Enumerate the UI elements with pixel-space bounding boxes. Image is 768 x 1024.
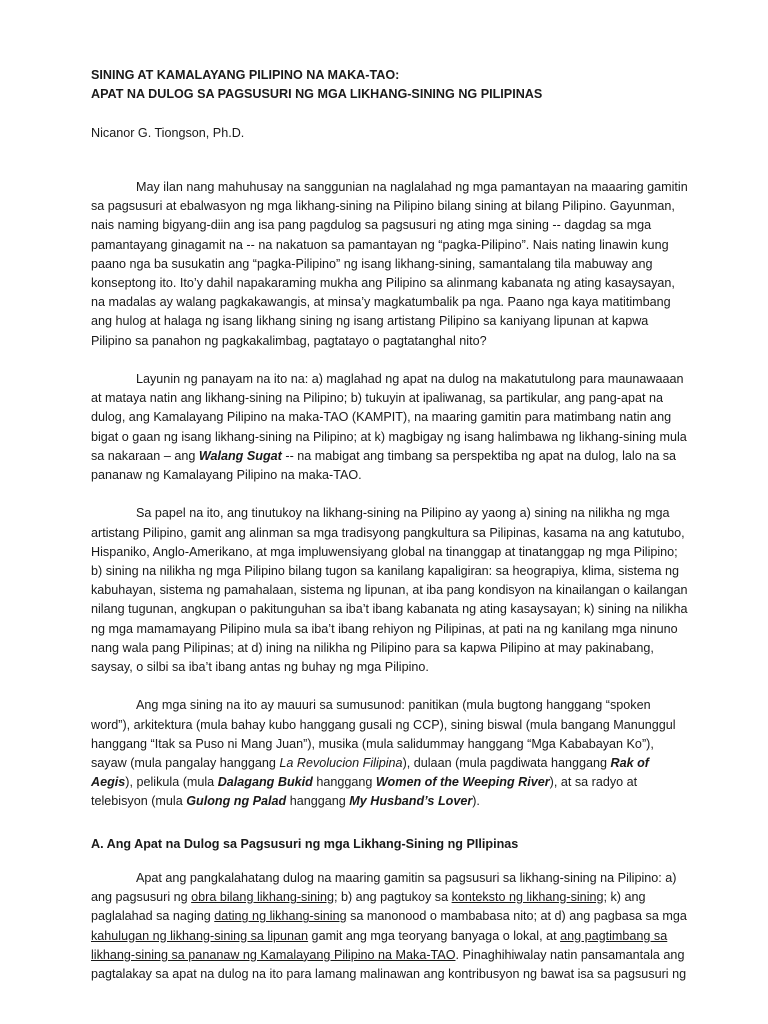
p5-underlined: konteksto ng likhang-sining <box>451 890 604 905</box>
p5-text: ; b) ang pagtukoy sa <box>333 890 452 905</box>
p4-emph: La Revolucion Filipina <box>279 756 403 771</box>
paragraph-1: May ilan nang mahuhusay na sanggunian na naglalahad ng mga pamantayan na maaaring gamitin sa pagsusuri at ebalwasyon ng mga likhang-sining na Pilipino bilang sining at bilang Pilipino. Gayunman, nais naming bigyang-diin ang isa pang pagdulog sa pagsusuri ng ating mga sining -- dagdag sa mga pamantayang ginagamit na -- na nakatuon sa pamantayan ng “pagka-Pilipino”. Nais nating linawin kung paano nga ba susukatin ang “pagka-Pilipino” ng isang likhang-sining, samantalang tila mabuway ang konseptong ito. Ito’y dahil napakaraming mukha ang Pilipino sa alinmang kabanata ng ating kasaysayan, na madalas ay walang pagkakawangis, at minsa’y magkatumbalik pa nga. Paano nga kaya matitimbang ang hulog at halaga ng isang likhang sining ng isang artistang Pilipino sa kaniyang lipunan at kapwa Pilipino sa panahon ng pagkakalimbag, pagtatayo o pagtatanghal nito? <box>91 180 688 348</box>
document-body <box>91 178 691 831</box>
p5-text: ; k) ang paglalahad sa naging <box>91 890 646 924</box>
section-a-body <box>91 869 691 1003</box>
p5-underlined: ang pagtimbang sa likhang-sining sa pananaw ng Kamalayang Pilipino na Maka-TAO <box>91 928 668 962</box>
paragraph-2-text-b: -- na mabigat ang timbang sa perspektiba ng apat na dulog, lalo na sa pananaw ng Kamalayang Pilipino na maka-TAO. <box>91 448 677 483</box>
p4-text: hanggang <box>286 794 350 809</box>
document-title <box>91 66 542 104</box>
p4-text: Ang mga sining na ito ay mauuri sa sumusunod: panitikan (mula bugtong hanggang “spoken word”), arkitektura (mula bahay kubo hanggang gusali ng CCP), sining biswal (mula bangang Manunggul hanggang “Itak sa Puso ni Mang Juan”), musika (mula salidummay hanggang “Mga Kababayan Ko”), sayaw (mula pangalay hanggang <box>91 698 676 771</box>
p4-emph: Dalagang Bukid <box>217 775 313 790</box>
p5-underlined: dating ng likhang-sining <box>214 909 347 924</box>
paragraph-2-text-a: Layunin ng panayam na ito na: a) maglahad ng apat na dulog na makatutulong para maunawaaan at mataya natin ang likhang-sining na Pilipino; b) tukuyin at ipaliwanag, sa partikular, ang pang-apat na dulog, ang Kamalayang Pilipino na maka-TAO (KAMPIT), na maaring gamitin para matimbang natin ang bigat o gaan ng isang likhang-sining na Pilipino; at k) magbigay ng isang halimbawa ng likhang-sining mula sa nakaraan – ang <box>91 372 687 463</box>
p4-emph: My Husband’s Lover <box>349 794 473 809</box>
p4-text: ), pelikula (mula <box>125 775 218 790</box>
title-line-2: APAT NA DULOG SA PAGSUSURI NG MGA LIKHANG-SINING NG PILIPINAS <box>91 87 543 101</box>
p4-emph: Gulong ng Palad <box>186 794 287 809</box>
title-line-1: SINING AT KAMALAYANG PILIPINO NA MAKA-TAO: <box>91 68 400 82</box>
p5-text: gamit ang mga teoryang banyaga o lokal, at <box>308 928 561 943</box>
p4-emph: Rak of Aegis <box>91 756 650 790</box>
section-heading-a: A. Ang Apat na Dulog sa Pagsusuri ng mga Likhang-Sining ng PIlipinas <box>91 837 519 851</box>
paragraph-3: Sa papel na ito, ang tinutukoy na likhang-sining na Pilipino ay yaong a) sining na nilikha ng mga artistang Pilipino, gamit ang alinman sa mga tradisyong pangkultura sa Pilipinas, kasama na ang katutubo, Hispaniko, Anglo-Amerikano, at mga impluwensiyang global na tinanggap at tinatanggap ng mga Pilipino; b) sining na nilikha ng mga Pilipino bilang tugon sa kanilang kapaligiran: sa heograpiya, klima, sistema ng kabuhayan, sistema ng pamahalaan, sistema ng lipunan, at iba pang kondisyon na kinailangan o kailangan nilang tugunan, angkupan o pakitunguhan sa iba’t ibang kabanata ng ating kasaysayan; k) sining na nilikha ng mga mamamayang Pilipino mula sa iba’t ibang rehiyon ng Pilipinas, at pati na ng kanilang mga ninuno nang wala pang Pilipinas; at d) ining na nilikha ng Pilipino para sa kapwa Pilipino at may pakinabang, saysay, o silbi sa iba’t ibang antas ng buhay ng mga Pilipino. <box>91 506 688 675</box>
paragraph-4 <box>91 696 691 811</box>
p5-text: sa manonood o mambabasa nito; at d) ang pagbasa sa mga <box>346 909 687 924</box>
p4-text: ), at sa radyo at telebisyon (mula <box>91 775 638 809</box>
p4-text: ), dulaan (mula pagdiwata hanggang <box>402 756 611 771</box>
p5-underlined: kahulugan ng likhang-sining sa lipunan <box>91 928 309 943</box>
p4-emph: Women of the Weeping River <box>375 775 550 790</box>
p4-text: ). <box>472 794 480 809</box>
paragraph-2 <box>91 370 691 485</box>
author-name: Nicanor G. Tiongson, Ph.D. <box>91 126 245 140</box>
walang-sugat-title: Walang Sugat <box>198 448 282 463</box>
p5-text: Apat ang pangkalahatang dulog na maaring gamitin sa pagsusuri sa likhang-sining na Pilipino: a) ang pagsusuri ng <box>91 871 677 905</box>
p5-underlined: obra bilang likhang-sining <box>191 890 334 905</box>
p5-text: . Pinaghihiwalay natin pansamantala ang pagtalakay sa apat na dulog na ito para lamang malinawan ang kontribusyon ng bawat isa sa pagsusuri ng <box>91 947 687 982</box>
paragraph-5 <box>91 869 691 984</box>
p4-text: hanggang <box>312 775 376 790</box>
